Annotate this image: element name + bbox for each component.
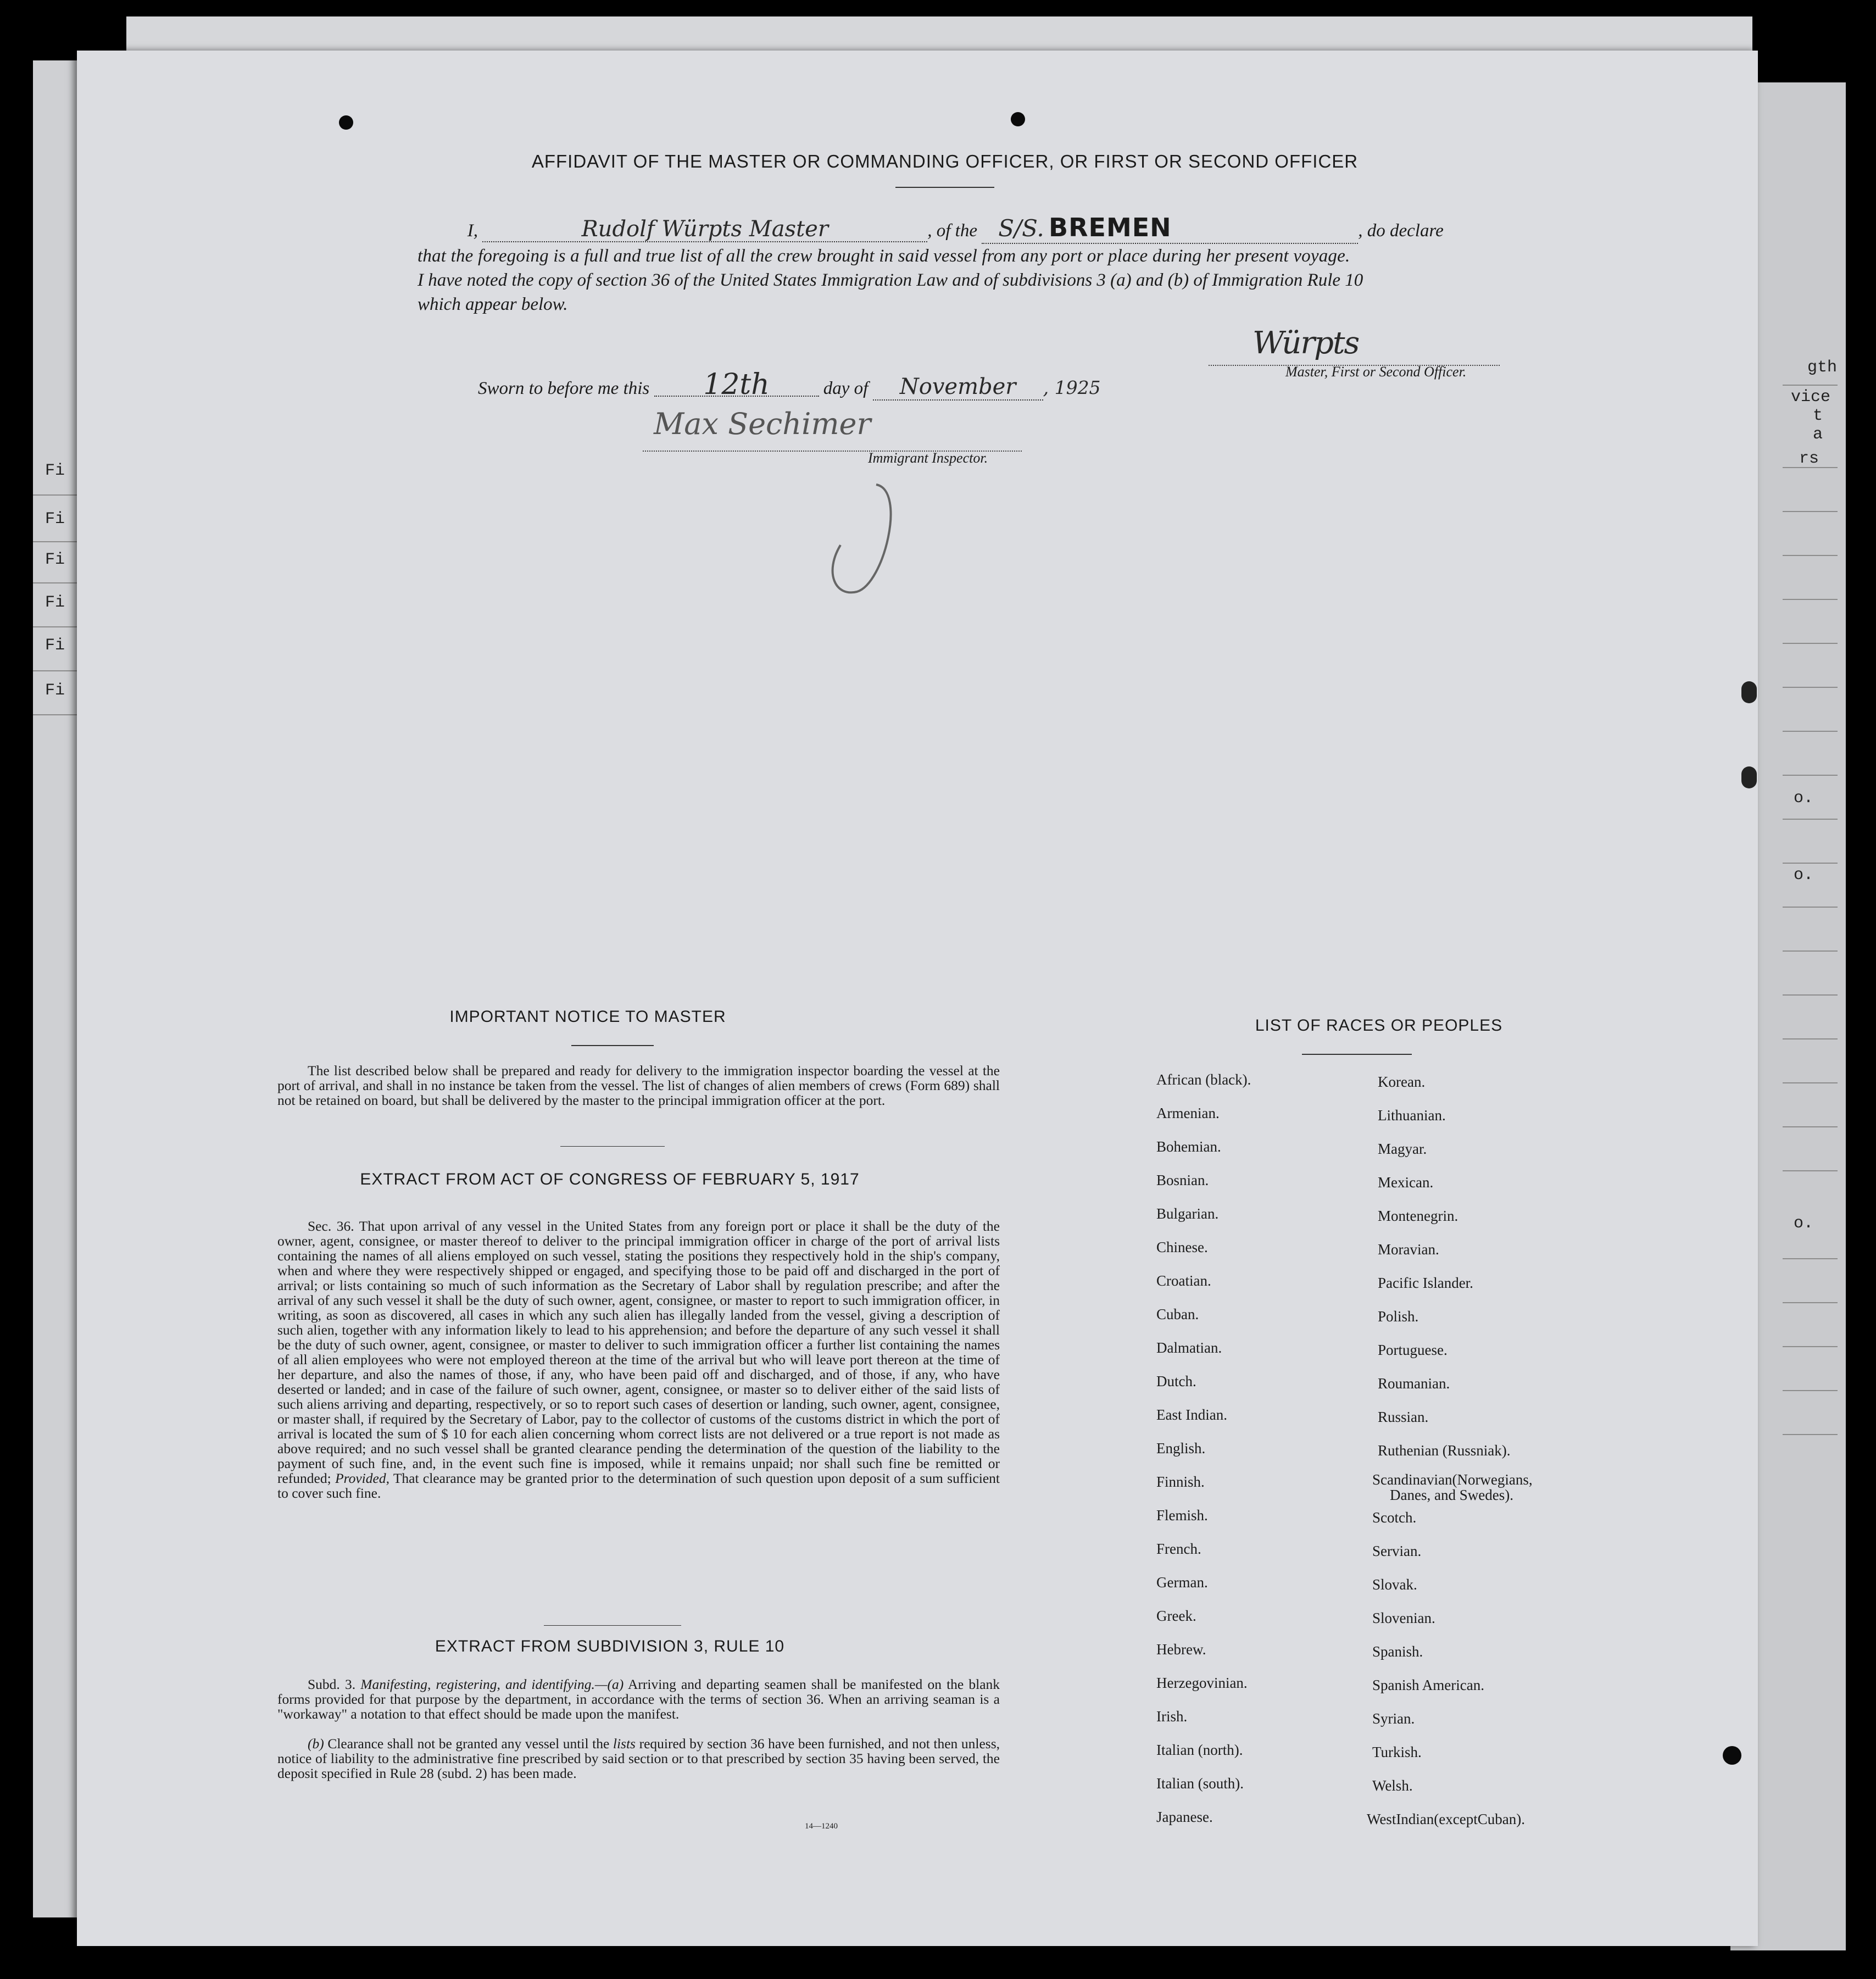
race-item: Servian. bbox=[1372, 1543, 1422, 1559]
race-item: Spanish American. bbox=[1372, 1677, 1484, 1693]
master-caption: Master, First or Second Officer. bbox=[1285, 364, 1467, 380]
race-item: Turkish. bbox=[1372, 1744, 1422, 1760]
rule-text-b bbox=[277, 1736, 1000, 1781]
race-item: Spanish. bbox=[1372, 1643, 1423, 1660]
master-signature: Würpts bbox=[1252, 325, 1359, 361]
margin-fragment: o. bbox=[1794, 866, 1814, 885]
race-item: Italian (south). bbox=[1156, 1775, 1244, 1792]
race-item: Roumanian. bbox=[1378, 1375, 1450, 1392]
rule-text-a bbox=[277, 1677, 1000, 1721]
margin-fragment: a bbox=[1813, 425, 1823, 444]
margin-fragment: vice bbox=[1791, 388, 1831, 407]
act-text bbox=[277, 1219, 1000, 1500]
rule-body-a: Arriving and departing seamen shall be manifested on the blank forms provided for that purpose by the department, in accordance with the terms of section 36. When an arriving seaman is a "workaway" a notation to that effect should be made upon the manifest. bbox=[277, 1676, 1000, 1722]
race-item: Japanese. bbox=[1156, 1809, 1213, 1825]
race-item: WestIndian(exceptCuban). bbox=[1367, 1811, 1525, 1827]
punch-hole bbox=[1723, 1746, 1741, 1765]
rule-body-b1: Clearance shall not be granted any vessel until the bbox=[327, 1736, 610, 1752]
vessel-field bbox=[982, 215, 1358, 244]
margin-fragment: Fi bbox=[45, 510, 65, 529]
sworn-line bbox=[478, 368, 1101, 401]
notice-text: The list described below shall be prepared and ready for delivery to the immigration inspector boarding the vessel at the port of arrival, and shall in no instance be taken from the vessel. The list of changes of alien members of crews (Form 689) shall not be retained on board, but shall be delivered by the master to the principal immigration officer at the port. bbox=[277, 1063, 1000, 1108]
race-item: Finnish. bbox=[1156, 1474, 1205, 1490]
race-item: Croatian. bbox=[1156, 1272, 1211, 1289]
affidavit-i: I, bbox=[467, 221, 478, 241]
race-item: Polish. bbox=[1378, 1308, 1419, 1325]
form-number: 14—1240 bbox=[805, 1822, 838, 1831]
rule-lists-word: lists bbox=[613, 1736, 636, 1752]
inspector-caption: Immigrant Inspector. bbox=[868, 450, 988, 466]
margin-fragment: Fi bbox=[45, 593, 65, 612]
race-item: Slovenian. bbox=[1372, 1610, 1435, 1626]
race-item: Cuban. bbox=[1156, 1306, 1199, 1322]
race-item: Portuguese. bbox=[1378, 1342, 1448, 1358]
race-item: East Indian. bbox=[1156, 1407, 1227, 1423]
margin-fragment: t bbox=[1813, 407, 1823, 425]
race-item: Welsh. bbox=[1372, 1777, 1413, 1794]
race-item: Korean. bbox=[1378, 1074, 1426, 1090]
act-heading: EXTRACT FROM ACT OF CONGRESS OF FEBRUARY 5, 1917 bbox=[360, 1170, 860, 1188]
margin-fragment: gth bbox=[1807, 358, 1838, 377]
rule-heading: EXTRACT FROM SUBDIVISION 3, RULE 10 bbox=[435, 1637, 785, 1655]
race-item: Russian. bbox=[1378, 1409, 1429, 1425]
race-item: Mexican. bbox=[1378, 1174, 1434, 1191]
year: , 1925 bbox=[1043, 377, 1101, 398]
affidavit-line-4: which appear below. bbox=[417, 294, 568, 314]
month: November bbox=[873, 374, 1043, 401]
race-item: Chinese. bbox=[1156, 1239, 1208, 1255]
margin-fragment: Fi bbox=[45, 551, 65, 569]
flourish-mark bbox=[824, 479, 912, 611]
race-item: Italian (north). bbox=[1156, 1742, 1243, 1758]
race-item-continuation: Danes, and Swedes). bbox=[1390, 1487, 1513, 1503]
margin-fragment: Fi bbox=[45, 681, 65, 700]
of-the: , of the bbox=[927, 221, 977, 241]
race-item: Armenian. bbox=[1156, 1105, 1220, 1121]
race-item: Pacific Islander. bbox=[1378, 1275, 1473, 1291]
race-item: English. bbox=[1156, 1440, 1206, 1457]
act-sec: Sec. 36. bbox=[308, 1218, 354, 1234]
day-number: 12th bbox=[654, 374, 819, 397]
punch-hole bbox=[339, 115, 353, 130]
affidavit-line-3: I have noted the copy of section 36 of the United States Immigration Law and of subdivisions 3 (a) and (b) of Immigration Rule 10 bbox=[417, 270, 1363, 290]
race-item: Ruthenian (Russniak). bbox=[1378, 1442, 1511, 1459]
race-item: African (black). bbox=[1156, 1071, 1251, 1088]
race-item: German. bbox=[1156, 1574, 1208, 1591]
rule-subd: Subd. 3. bbox=[308, 1676, 356, 1692]
punch-hole bbox=[1011, 112, 1025, 126]
race-item: Irish. bbox=[1156, 1708, 1188, 1725]
act-provided: Provided, bbox=[335, 1470, 389, 1486]
race-item: Lithuanian. bbox=[1378, 1107, 1446, 1124]
rule-subd-title: Manifesting, registering, and identifying.—(a) bbox=[360, 1676, 624, 1692]
affidavit-line-2: that the foregoing is a full and true list of all the crew brought in said vessel from any port or place during her present voyage. bbox=[417, 246, 1350, 266]
sworn-text: Sworn to before me this bbox=[478, 379, 650, 398]
race-item: Hebrew. bbox=[1156, 1641, 1206, 1658]
margin-fragment: Fi bbox=[45, 636, 65, 655]
master-name: Rudolf Würpts Master bbox=[482, 217, 927, 242]
ring-hole bbox=[1741, 681, 1757, 703]
inspector-signature: Max Sechimer bbox=[654, 407, 871, 441]
race-item: Dalmatian. bbox=[1156, 1339, 1222, 1356]
document-title: AFFIDAVIT OF THE MASTER OR COMMANDING OFFICER, OR FIRST OR SECOND OFFICER bbox=[531, 151, 1359, 171]
race-item: Moravian. bbox=[1378, 1241, 1439, 1258]
race-item: Bosnian. bbox=[1156, 1172, 1209, 1188]
race-item: Scandinavian(Norwegians, bbox=[1372, 1471, 1533, 1488]
race-item: Dutch. bbox=[1156, 1373, 1196, 1389]
races-heading: LIST OF RACES OR PEOPLES bbox=[1255, 1016, 1503, 1035]
rule-b-label: (b) bbox=[308, 1736, 324, 1752]
ring-hole bbox=[1741, 766, 1757, 788]
race-item: Herzegovinian. bbox=[1156, 1675, 1248, 1691]
race-item: Scotch. bbox=[1372, 1509, 1417, 1526]
race-item: Montenegrin. bbox=[1378, 1208, 1459, 1224]
race-item: Flemish. bbox=[1156, 1507, 1208, 1524]
race-item: Greek. bbox=[1156, 1608, 1196, 1624]
vessel-name-stamp: BREMEN bbox=[1049, 213, 1172, 242]
rule-body-b2: required by section 36 have been furnished, and not then unless, notice of liability to the administrative fine prescribed by said section or to that prescribed by section 35 having been served, the deposit specified in Rule 28 (subd. 2) has been made. bbox=[277, 1736, 1000, 1781]
race-item: Bulgarian. bbox=[1156, 1205, 1219, 1222]
act-body: That upon arrival of any vessel in the United States from any foreign port or place it shall be the duty of the owner, agent, consignee, or master thereof to deliver to the principal immigration officer in charge of the port of arrival lists containing the names of all aliens employed on such vessel, stating the positions they respectively hold in the ship's company, when and where they were respectively shipped or engaged, and specifying those to be paid off and discharged in the port of arrival; or lists containing so much of such information as the Secretary of Labor shall by regulation prescribe; and after the arrival of any such vessel it shall be the duty of such owner, agent, consignee, or master to report to such immigration officer, in writing, as soon as discovered, all cases in which any such alien has illegally landed from the vessel, giving a description of such alien, together with any information likely to lead to his apprehension; and before the departure of any such vessel it shall be the duty of such owner, agent, consignee, or master to deliver to such immigration officer a further list containing the names of all alien employees who were not employed thereon at the time of the arrival but who will leave port thereon at the time of her departure, and also the names of those, if any, who have been paid off and discharged, and of those, if any, who have deserted or landed; and in case of the failure of such owner, agent, consignee, or master so to deliver either of the said lists of such aliens arriving and departing, respectively, or so to report such cases of desertion or landing, such owner, agent, consignee, or master shall, if required by the Secretary of Labor, pay to the collector of customs of the customs district in which the port of arrival is located the sum of $ 10 for each alien concerning whom correct lists are not delivered or a true report is not made as above required; and no such vessel shall be granted clearance pending the determination of the question of the liability to the payment of such fine, and, in the event such fine is imposed, while it remains unpaid; nor shall such fine be remitted or refunded; bbox=[277, 1218, 1000, 1486]
race-item: Bohemian. bbox=[1156, 1138, 1221, 1155]
do-declare: , do declare bbox=[1358, 221, 1444, 241]
day-of: day of bbox=[823, 379, 869, 398]
race-item: French. bbox=[1156, 1541, 1201, 1557]
vessel-prefix: S/S. bbox=[998, 215, 1044, 242]
margin-fragment: o. bbox=[1794, 789, 1814, 808]
margin-fragment: Fi bbox=[45, 462, 65, 480]
race-item: Magyar. bbox=[1378, 1141, 1427, 1157]
race-item: Syrian. bbox=[1372, 1710, 1415, 1727]
race-item: Slovak. bbox=[1372, 1576, 1417, 1593]
margin-fragment: o. bbox=[1794, 1214, 1814, 1233]
affidavit-page bbox=[77, 51, 1758, 1946]
notice-heading: IMPORTANT NOTICE TO MASTER bbox=[449, 1008, 726, 1026]
affidavit-body bbox=[417, 215, 1544, 316]
margin-fragment: rs bbox=[1799, 449, 1819, 468]
act-body-end: That clearance may be granted prior to the determination of such question upon deposit of a sum sufficient to cover such fine. bbox=[277, 1470, 1000, 1501]
